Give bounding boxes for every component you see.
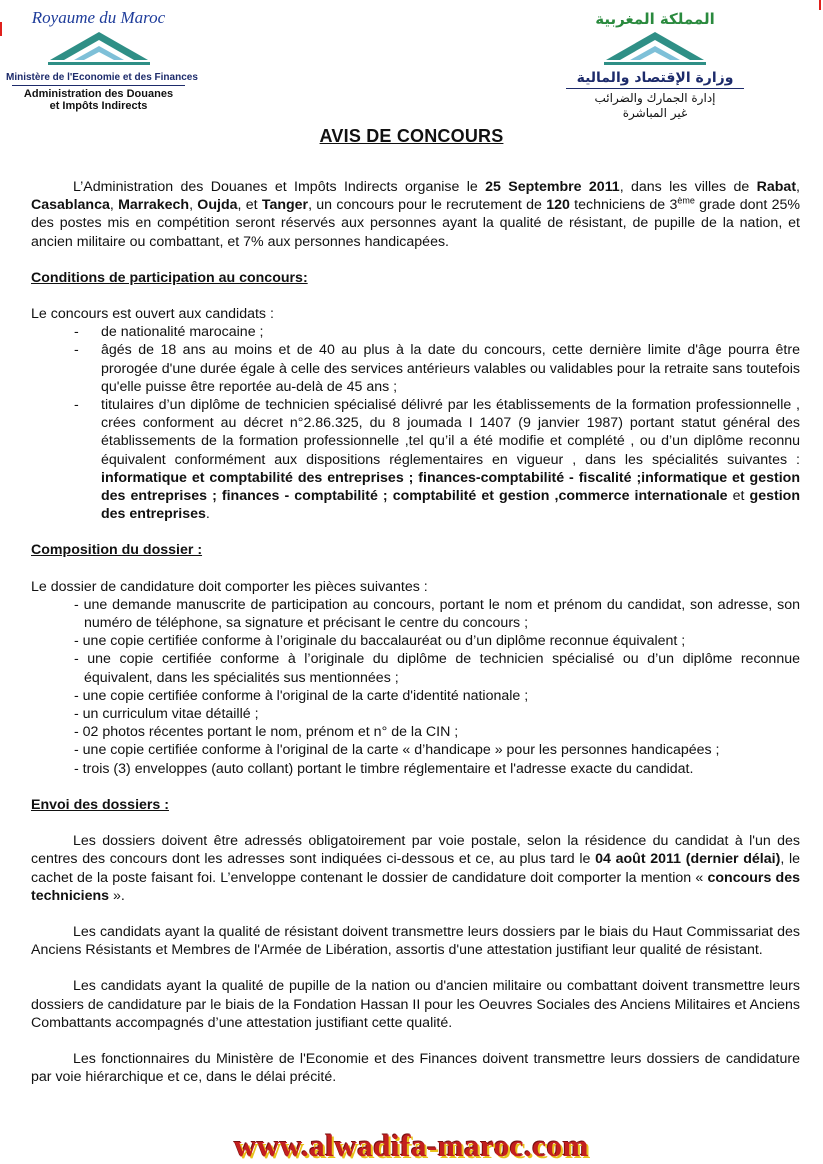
header-divider-ar xyxy=(566,88,744,89)
deadline-date: 04 août 2011 (dernier délai) xyxy=(595,851,781,868)
admin-name-ar-2: غير المباشرة xyxy=(622,106,688,120)
dossier-lead: Le dossier de candidature doit comporter les pièces suivantes : xyxy=(31,578,428,595)
list-item: - 02 photos récentes portant le nom, prénom et n° de la CIN ; xyxy=(74,724,459,741)
ministry-name-fr: Ministère de l'Economie et des Finances xyxy=(6,72,198,83)
city-oujda: Oujda xyxy=(197,197,238,214)
section-conditions-title: Conditions de participation au concours: xyxy=(31,269,308,286)
city-casablanca: Casablanca xyxy=(31,197,110,214)
page-edge-mark-right xyxy=(819,0,821,10)
city-rabat: Rabat xyxy=(756,179,797,195)
section-dossier-title: Composition du dossier : xyxy=(31,542,203,559)
envoi-paragraph-3: Les candidats ayant la qualité de pupille de la nation ou d'ancien militaire ou combattant doivent transmettre leurs dossiers de candidature par le biais de la Fondation Hassan II pour les Oeuvres Sociales des Anciens Militaires et Anciens Combattants accompagnés d’une attestation justifiant cette qualité. xyxy=(31,978,800,1031)
city-marrakech: Marrakech xyxy=(118,197,190,214)
envoi-paragraph-1: Les dossiers doivent être adressés obligatoirement par voie postale, selon la résidence du candidat à l'un des centres des concours dont les adresses sont indiquées ci-dessous et ce, au plus tard le 04 août 2011 (dernier délai), le cachet de la poste faisant foi. L’enveloppe contenant le dossier de candidature doit comporter la mention « concours des techniciens ». xyxy=(31,833,800,904)
conditions-lead: Le concours est ouvert aux candidats : xyxy=(31,306,274,323)
intro-paragraph: L’Administration des Douanes et Impôts Indirects organise le 25 Septembre 2011, dans les villes de Rabat, Casablanca, Marrakech, Oujda, et Tanger, un concours pour le recrutement de 120 techniciens de 3ème grade dont 25% des postes mis en compétition seront réservés aux personnes ayant la qualité de résistant, de pupille de la nation, et ancien militaire ou combattant, et 7% aux personnes handicapées. xyxy=(31,179,800,250)
website-watermark[interactable]: www.alwadifa-maroc.com xyxy=(234,1128,589,1163)
specialties-list: informatique et comptabilité des entreprises ; finances-comptabilité - fiscalité ;informatique et gestion des entreprises ; finances - comptabilité ; comptabilité et gestion ,commerce internationale xyxy=(101,469,800,505)
admin-name-ar-1: إدارة الجمارك والضرائب xyxy=(594,91,716,105)
kingdom-name-ar: المملكة المغربية xyxy=(595,10,715,28)
page-edge-mark xyxy=(0,22,2,36)
header-left xyxy=(6,8,198,112)
admin-name-fr-1: Administration des Douanes xyxy=(23,88,174,100)
positions-count: 120 xyxy=(546,197,570,214)
list-item: - une copie certifiée conforme à l'original de la carte d'identité nationale ; xyxy=(74,687,529,704)
page-title: AVIS DE CONCOURS xyxy=(319,126,504,146)
list-item: - trois (3) enveloppes (auto collant) portant le timbre réglementaire et l'adresse exacte du candidat. xyxy=(74,760,694,777)
ministry-logo-ar-icon xyxy=(600,30,710,72)
list-item: - une copie certifiée conforme à l’originale du diplôme de technicien spécialisé ou d’un diplôme reconnue équivalent, dans les spécialités sus mentionnées ; xyxy=(74,651,800,686)
section-envoi-title: Envoi des dossiers : xyxy=(31,796,169,813)
admin-name-fr-2: et Impôts Indirects xyxy=(49,100,148,112)
list-item: - une demande manuscrite de participation au concours, portant le nom et prénom du candidat, son adresse, son numéro de téléphone, sa signature et précisant le centre du concours ; xyxy=(74,596,800,632)
envoi-paragraph-4: Les fonctionnaires du Ministère de l'Economie et des Finances doivent transmettre leurs dossiers de candidature par voie hiérarchique et ce, dans le délai précité. xyxy=(31,1050,800,1086)
dossier-list xyxy=(74,596,800,778)
city-tanger: Tanger xyxy=(261,197,309,214)
header-divider xyxy=(12,85,185,86)
kingdom-name-fr: Royaume du Maroc xyxy=(31,8,166,27)
envelope-mention: concours des techniciens xyxy=(31,869,800,904)
list-item: - une copie certifiée conforme à l'original de la carte « d’handicape » pour les personnes handicapées ; xyxy=(74,742,720,759)
envoi-paragraph-2: Les candidats ayant la qualité de résistant doivent transmettre leurs dossiers par le biais du Haut Commissariat des Anciens Résistants et Membres de l'Armée de Libération, assortis d'une attestation justifiant leur qualité de résistant. xyxy=(31,923,800,959)
ministry-logo-icon xyxy=(44,30,154,74)
list-item: - un curriculum vitae détaillé ; xyxy=(74,706,259,723)
list-item: - une copie certifiée conforme à l’originale du baccalauréat ou d’un diplôme reconnue équivalent ; xyxy=(74,633,686,650)
exam-date: 25 Septembre 2011 xyxy=(485,179,620,195)
list-item: - titulaires d’un diplôme de technicien spécialisé délivré par les établissements de la formation professionnelle , crées conforment au décret n°2.86.325, du 8 joumada I 1407 (9 janvier 1987) portant statut général des établissements de la formation professionnelle ,tel qu’il a été modifie et complété , ou d’un diplôme reconnu équivalent conformément aux dispositions réglementaires en vigueur , dans les spécialités suivantes : informatique et comptabilité des entreprises ; finances-comptabilité - fiscalité ;informatique et gestion des entreprises ; finances - comptabilité ; comptabilité et gestion ,commerce internationale et gestion des entreprises. xyxy=(74,397,800,523)
header-right xyxy=(560,10,750,121)
list-item: - âgés de 18 ans au moins et de 40 au plus à la date du concours, cette dernière limite d'âge pourra être prorogée d'une durée égale à celle des services antérieurs valables ou validables pour la retraite sans toutefois qu'elle puisse être reportée au-delà de 45 ans ; xyxy=(74,342,800,395)
ministry-name-ar: وزارة الإقتصاد والمالية xyxy=(576,70,734,86)
list-item: - de nationalité marocaine ; xyxy=(74,324,264,341)
notice-body xyxy=(31,178,800,1086)
